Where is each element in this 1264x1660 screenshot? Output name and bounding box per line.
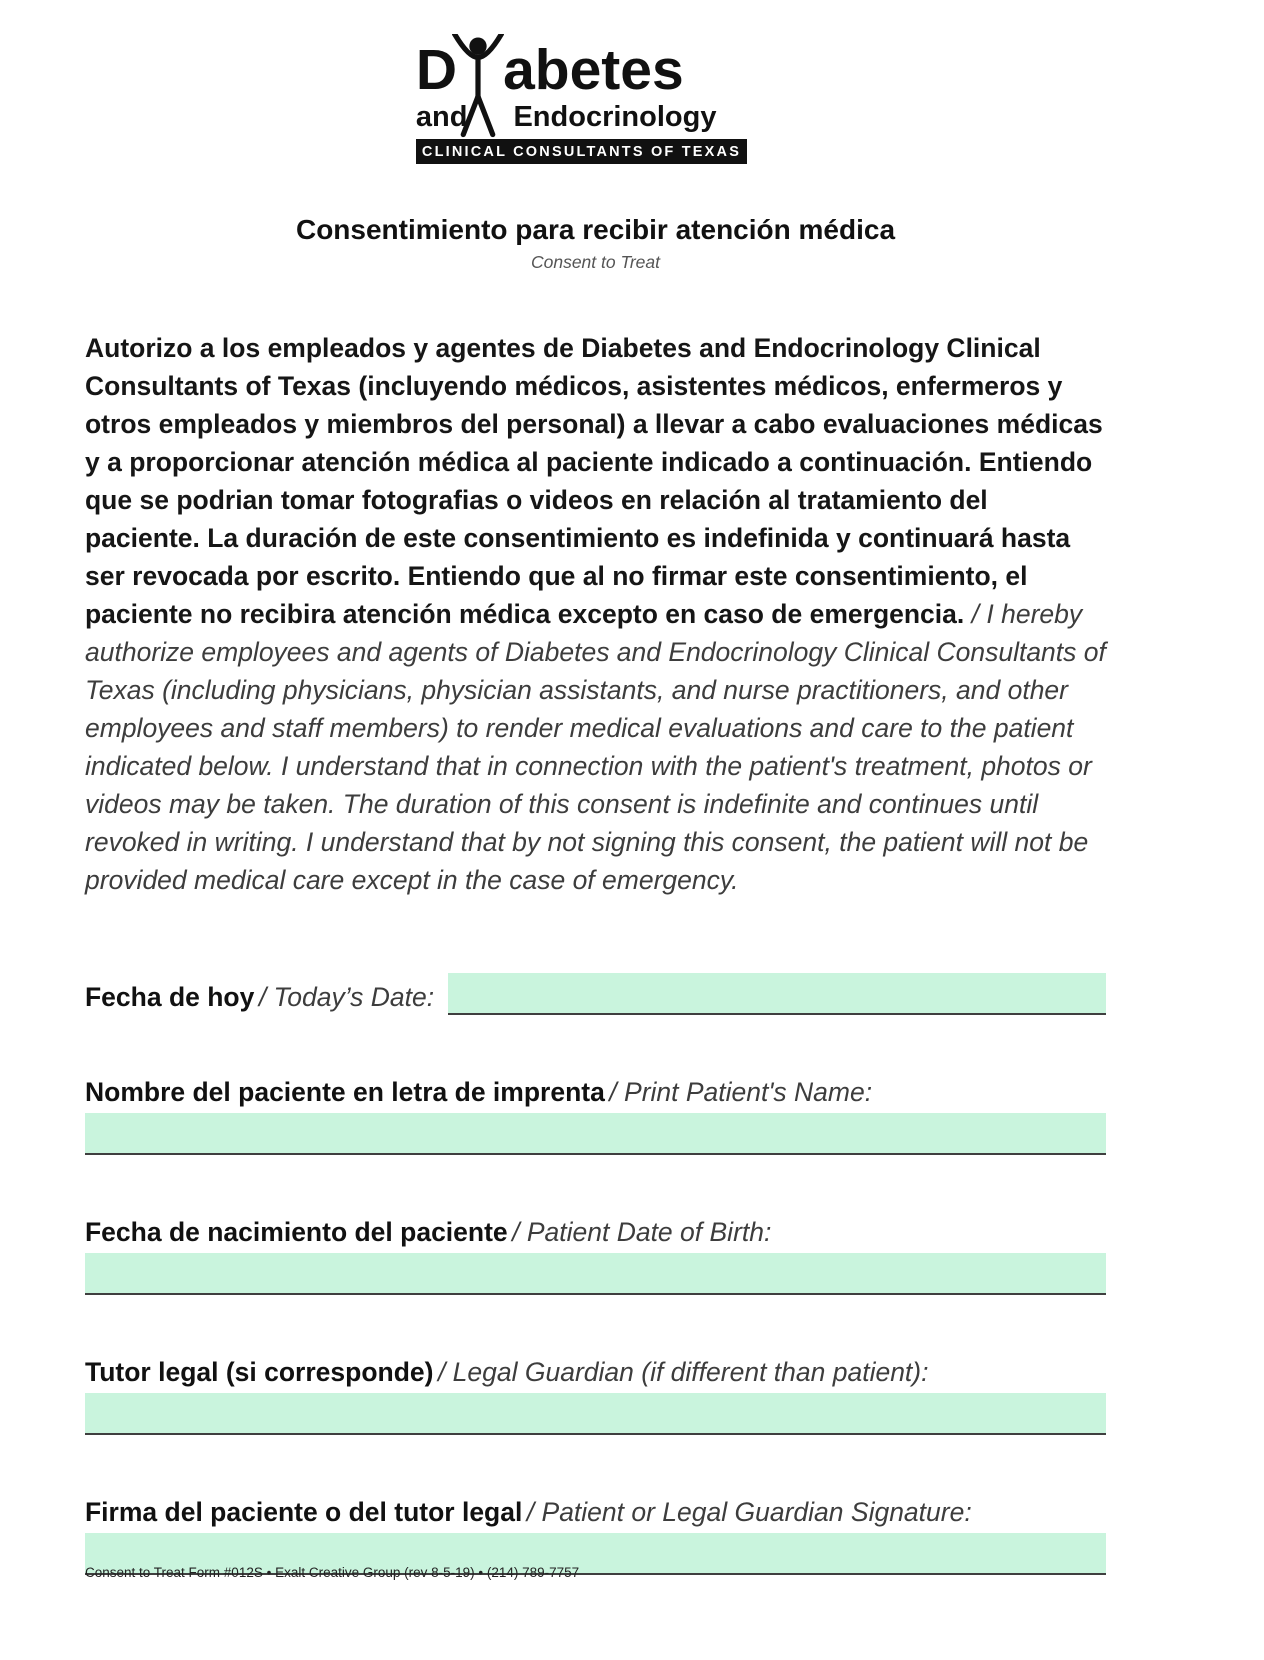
field-row-signature bbox=[85, 1497, 1106, 1575]
field-label bbox=[85, 1217, 1106, 1248]
field-row-patient-dob bbox=[85, 1217, 1106, 1295]
logo-word-part1: D bbox=[415, 38, 458, 102]
form-subtitle: Consent to Treat bbox=[530, 252, 661, 272]
patient-dob-field[interactable] bbox=[85, 1253, 1106, 1295]
logo bbox=[415, 38, 747, 164]
field-row-patient-name bbox=[85, 1077, 1106, 1155]
field-label-english: / Today’s Date: bbox=[258, 982, 435, 1012]
form-title: Consentimiento para recibir atención médica bbox=[295, 214, 896, 245]
field-label-english: / Legal Guardian (if different than patient): bbox=[437, 1357, 929, 1387]
logo-banner: CLINICAL CONSULTANTS OF TEXAS bbox=[416, 139, 747, 164]
field-label-spanish: Nombre del paciente en letra de imprenta bbox=[85, 1077, 605, 1107]
field-label-english: / Print Patient's Name: bbox=[609, 1077, 873, 1107]
logo-line2-part2: Endocrinology bbox=[513, 101, 717, 133]
field-row-legal-guardian bbox=[85, 1357, 1106, 1435]
todays-date-field[interactable] bbox=[448, 973, 1106, 1015]
patient-name-field[interactable] bbox=[85, 1113, 1106, 1155]
logo-line2-part1: and bbox=[415, 101, 468, 133]
field-label-english: / Patient or Legal Guardian Signature: bbox=[526, 1497, 972, 1527]
field-label-spanish: Firma del paciente o del tutor legal bbox=[85, 1497, 523, 1527]
logo-word-part2: abetes bbox=[503, 38, 684, 102]
field-label-english: / Patient Date of Birth: bbox=[512, 1217, 772, 1247]
consent-text-spanish: Autorizo a los empleados y agentes de Diabetes and Endocrinology Clinical Consultants of Texas (incluyendo médicos, asistentes médicos, enfermeros y otros empleados y miembros del personal) a llevar a cabo evaluaciones médicas y a proporcionar atención médica al paciente indicado a continuación. Entiendo que se podrian tomar fotografias o videos en relación al tratamiento del paciente. La duración de este consentimiento es indefinida y continuará hasta ser revocada por escrito. Entiendo que al no firmar este consentimiento, el paciente no recibira atención médica excepto en caso de emergencia. bbox=[85, 333, 1103, 629]
field-label bbox=[85, 1497, 1106, 1528]
title-block bbox=[85, 214, 1106, 273]
consent-paragraph bbox=[85, 329, 1106, 899]
field-label bbox=[85, 1077, 1106, 1108]
field-row-todays-date bbox=[85, 973, 1106, 1015]
field-label bbox=[85, 1357, 1106, 1388]
field-label-spanish: Fecha de hoy bbox=[85, 982, 255, 1012]
field-label-spanish: Tutor legal (si corresponde) bbox=[85, 1357, 434, 1387]
form-footer: Consent to Treat Form #012S • Exalt Creative Group (rev 8-5-19) • (214) 789-7757 bbox=[85, 1565, 580, 1580]
field-label bbox=[85, 982, 434, 1015]
field-label-spanish: Fecha de nacimiento del paciente bbox=[85, 1217, 508, 1247]
legal-guardian-field[interactable] bbox=[85, 1393, 1106, 1435]
person-figure-icon bbox=[452, 34, 504, 138]
consent-text-english: / I hereby authorize employees and agents of Diabetes and Endocrinology Clinical Consultants of Texas (including physicians, physician assistants, and nurse practitioners, and other employees and staff members) to render medical evaluations and care to the patient indicated below. I understand that in connection with the patient's treatment, photos or videos may be taken. The duration of this consent is indefinite and continues until revoked in writing. I understand that by not signing this consent, the patient will not be provided medical care except in the case of emergency. bbox=[85, 599, 1106, 895]
